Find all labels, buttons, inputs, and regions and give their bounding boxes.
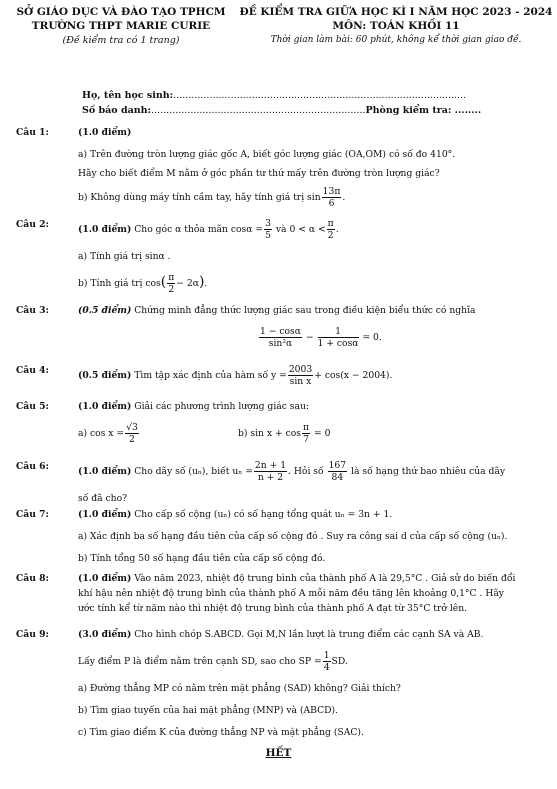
q1-part-a: a) Trên đường tròn lượng giác gốc A, biết góc lượng giác (OA,OM) có số đo 410°. [78, 149, 456, 160]
fraction: $\frac{13\pi}{6}$ [322, 186, 341, 209]
student-id-dots: ....................................................................... [151, 105, 366, 116]
question-number: Câu 4: [16, 365, 49, 376]
fraction: $\frac{2003}{\text{sin x}}$ [288, 364, 313, 387]
question-points: (1.0 điểm) [78, 509, 132, 520]
question-points: (1.0 điểm) [78, 401, 132, 412]
exam-title: ĐỀ KIỂM TRA GIỮA HỌC KÌ I NĂM HỌC 2023 - 2024 [239, 6, 553, 18]
q8-line-2: khí hậu nên nhiệt độ trung bình của thành phố A mỗi năm đều tăng lên khoảng 0,1°C . Hãy [78, 588, 504, 599]
fraction: $\frac{167}{84}$ [328, 460, 347, 483]
student-id-label: Số báo danh: [82, 105, 152, 116]
fraction: $\frac{√3}{2}$ [126, 422, 138, 445]
q9-part-a: a) Đường thẳng MP có nằm trên mặt phẳng (SAD) không? Giải thích? [78, 683, 401, 694]
fraction: $\frac{1 - \cos\alpha}{\text{sin²α}}$ [260, 326, 301, 349]
student-name-dots: ................................................................................................. [173, 90, 467, 101]
question-points: (1.0 điểm) [78, 466, 132, 477]
question-points: (3.0 điểm) [78, 629, 132, 640]
question-points: (0.5 điểm) [78, 305, 132, 316]
q8-line-3: ước tính kể từ năm nào thì nhiệt độ trung bình của thành phố A đạt từ 35°C trở lên. [78, 603, 468, 614]
fraction: $\frac{\pi}{7}$ [303, 422, 310, 445]
fraction: $\frac{3}{5}$ [265, 218, 271, 241]
q1-part-b: b) Không dùng máy tính cầm tay, hãy tính giá trị sin [78, 192, 321, 203]
subject: MÔN: TOÁN KHỐI 11 [332, 20, 460, 32]
question-points: (0.5 điểm) [78, 370, 132, 381]
question-number: Câu 2: [16, 219, 49, 230]
question-number: Câu 7: [16, 509, 49, 520]
exam-room-label: Phòng kiểm tra: ........ [365, 105, 482, 116]
q2-part-b: b) Tính giá trị cos [78, 278, 161, 289]
student-name-line [82, 90, 466, 101]
fraction: $\frac{\pi}{2}$ [168, 272, 175, 295]
question-number: Câu 9: [16, 629, 49, 640]
question-number: Câu 1: [16, 127, 49, 138]
q6-line-2: số đã cho? [78, 493, 128, 504]
question-number: Câu 6: [16, 461, 49, 472]
page-count-note: (Đề kiểm tra có 1 trang) [62, 35, 180, 46]
q1-part-a-2: Hãy cho biết điểm M nằm ở góc phần tư thứ mấy trên đường tròn lượng giác? [78, 168, 440, 179]
q9-part-c: c) Tìm giao điểm K của đường thẳng NP và mặt phẳng (SAC). [78, 727, 364, 738]
student-name-label: Họ, tên học sinh: [82, 90, 174, 101]
q7-part-a: a) Xác định ba số hạng đầu tiên của cấp số cộng đó . Suy ra công sai d của cấp số cộng (uₙ). [78, 531, 508, 542]
question-points: (1.0 điểm) [78, 127, 132, 138]
fraction: $\frac{1}{1 + \cos\alpha}$ [317, 326, 359, 349]
fraction: $\frac{\pi}{2}$ [327, 218, 334, 241]
q2-part-a: a) Tính giá trị sinα . [78, 251, 171, 262]
end-marker: HẾT [265, 747, 292, 759]
fraction: $\frac{2n + 1}{n + 2}$ [254, 460, 287, 483]
question-points: (1.0 điểm) [78, 224, 132, 235]
q9-part-b: b) Tìm giao tuyến của hai mặt phẳng (MNP) và (ABCD). [78, 705, 338, 716]
document-header [0, 6, 557, 66]
student-id-line [82, 105, 481, 116]
question-number: Câu 5: [16, 401, 49, 412]
time-note: Thời gian làm bài: 60 phút, không kể thời gian giao đề. [270, 35, 522, 45]
fraction: $\frac{1}{4}$ [323, 650, 330, 673]
department-name: SỞ GIÁO DỤC VÀ ĐÀO TẠO TPHCM [16, 6, 226, 18]
school-name: TRƯỜNG THPT MARIE CURIE [31, 20, 211, 32]
question-number: Câu 3: [16, 305, 49, 316]
question-number: Câu 8: [16, 573, 49, 584]
question-points: (1.0 điểm) [78, 573, 132, 584]
q7-part-b: b) Tính tổng 50 số hạng đầu tiên của cấp số cộng đó. [78, 553, 326, 564]
